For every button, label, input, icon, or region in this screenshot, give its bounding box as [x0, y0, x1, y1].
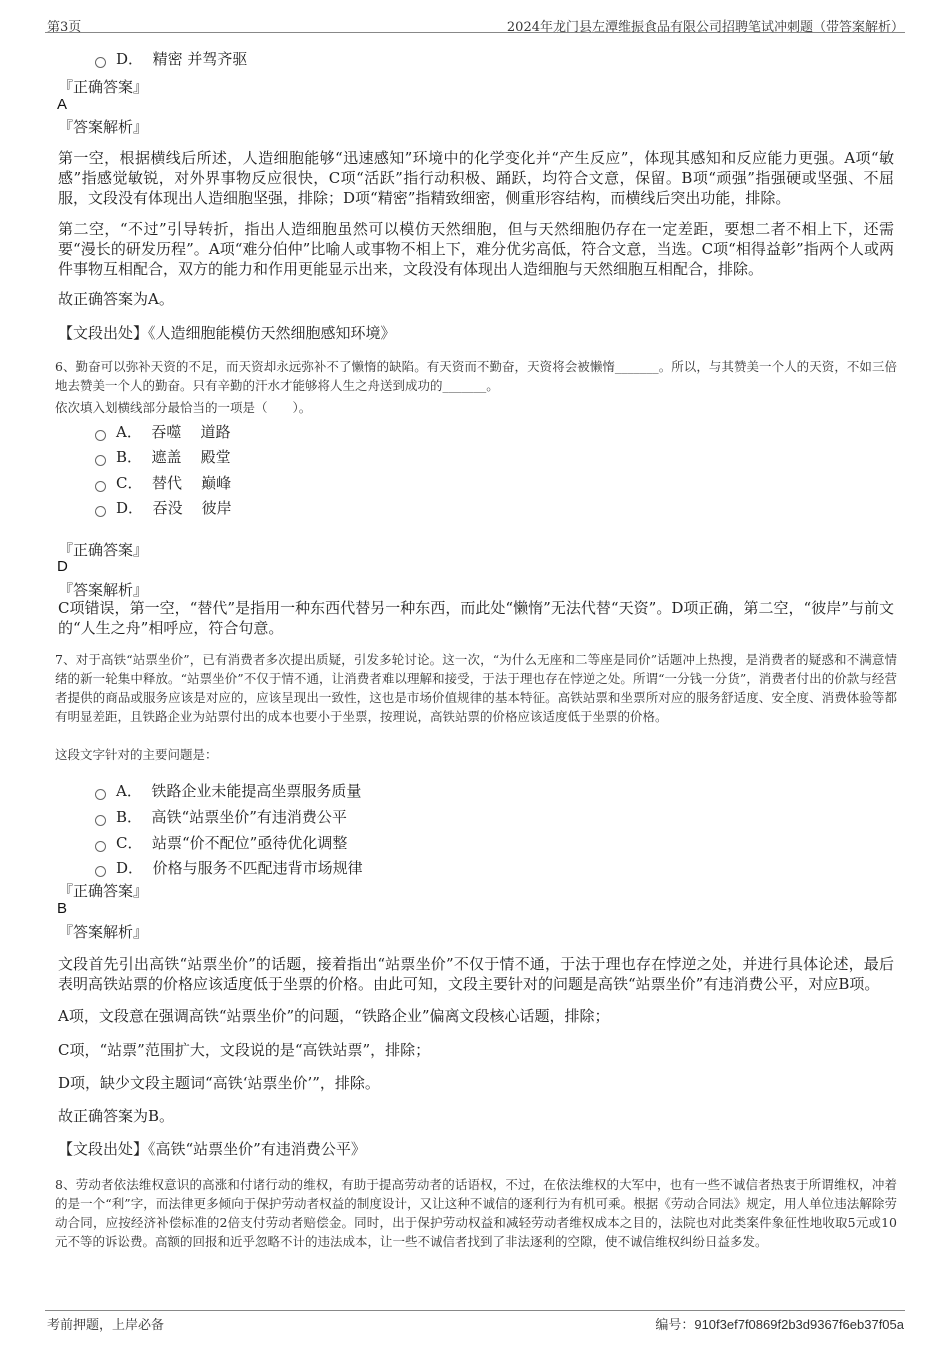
q7-option-b[interactable]: B． 高铁“站票坐价”有违消费公平 [95, 806, 347, 827]
radio-icon[interactable] [95, 815, 106, 826]
radio-icon[interactable] [95, 430, 106, 441]
q5-analysis-2: 第二空，“不过”引导转折，指出人造细胞虽然可以模仿天然细胞，但与天然细胞仍存在一定差距，要想二者不相上下，还需要“漫长的研发历程”。A项“难分伯仲”比喻人或事物不相上下，难分优劣高低，符合文意，当选。C项“相得益彰”指两个人或两件事物互相配合，双方的能力和作用更能显示出来，文段没有体现出人造细胞与天然细胞互相配合，排除。 [58, 220, 894, 278]
radio-icon[interactable] [95, 455, 106, 466]
q8-stem: 8、劳动者依法维权意识的高涨和付诸行动的维权，有助于提高劳动者的话语权，不过，在依法维权的大军中，也有一些不诚信者热衷于所谓维权，冲着的是一个“利”字，而法律更多倾向于保护劳动者权益的制度设计，又让这种不诚信的逐利行为有机可乘。根据《劳动合同法》规定，用人单位违法解除劳动合同，应按经济补偿标准的2倍支付劳动者赔偿金。同时，出于保护劳动权益和减轻劳动者维权成本之目的，法院也对此类案件象征性地收取5元或10元不等的诉讼费。高额的回报和近乎忽略不计的违法成本，让一些不诚信者找到了非法逐利的空隙，使不诚信维权纠纷日益多发。 [55, 1177, 897, 1249]
q6-option-b[interactable]: B． 遮盖 殿堂 [95, 446, 231, 467]
q6-option-d[interactable]: D． 吞没 彼岸 [95, 497, 232, 518]
q7-analysis-2: A项，文段意在强调高铁“站票坐价”的问题，“铁路企业”偏离文段核心话题，排除； [58, 1007, 610, 1025]
radio-icon[interactable] [95, 866, 106, 877]
q7-option-c[interactable]: C． 站票“价不配位”亟待优化调整 [95, 832, 347, 853]
q7-source: 【文段出处】《高铁“站票坐价”有违消费公平》 [58, 1140, 366, 1158]
q6-answer: D [57, 558, 68, 575]
q5-analysis-1: 第一空，根据横线后所述，人造细胞能够“迅速感知”环境中的化学变化并“产生反应”，体现其感知和反应能力更强。A项“敏感”指感觉敏锐，对外界事物反应很快，C项“活跃”指行动积极、踊跃，均符合文意，保留。B项“顽强”指强硬或坚强、不屈服，文段没有体现出人造细胞坚强，排除；D项“精密”指精致细密，侧重形容结构，而横线后突出功能，排除。 [58, 149, 894, 207]
q5-answer: A [57, 96, 68, 113]
q5-option-d[interactable]: D． 精密 并驾齐驱 [95, 48, 247, 69]
radio-icon[interactable] [95, 789, 106, 800]
q7-stem: 7、对于高铁“站票坐价”，已有消费者多次提出质疑，引发多轮讨论。这一次，“为什么无座和二等座是同价”话题冲上热搜，是消费者的疑惑和不满意情绪的新一轮集中释放。“站票坐价”不仅于情不通，让消费者难以理解和接受，于法于理也存在悖逆之处。所谓“一分钱一分货”，消费者付出的价款与经营者提供的商品或服务应该是对应的，应该呈现出一致性，这也是市场价值规律的基本特征。高铁站票和坐票所对应的服务舒适度、安全度、消费体验等都有明显差距，且铁路企业为站票付出的成本也要小于坐票，按理说，高铁站票的价格应该适度低于坐票的价格。 [55, 652, 897, 724]
q7-answer-label: 『正确答案』 [58, 882, 149, 900]
q6-option-c[interactable]: C． 替代 巅峰 [95, 472, 231, 493]
page-number: 第3页 [47, 20, 82, 35]
q6-prompt: 依次填入划横线部分最恰当的一项是（ ）。 [55, 400, 312, 415]
footer-slogan: 考前押题，上岸必备 [47, 1318, 165, 1333]
q5-answer-label: 『正确答案』 [58, 78, 149, 96]
q5-conclusion: 故正确答案为A。 [58, 290, 174, 308]
radio-icon[interactable] [95, 57, 106, 68]
page-header [0, 0, 950, 34]
q7-prompt: 这段文字针对的主要问题是： [55, 747, 218, 762]
q6-stem: 6、勤奋可以弥补天资的不足，而天资却永远弥补不了懒惰的缺陷。有天资而不勤奋，天资将会被懒惰_______。所以，与其赞美一个人的天资，不如三倍地去赞美一个人的勤奋。只有辛勤的汗水才能够将人生之舟送到成功的_______。 [55, 359, 897, 393]
radio-icon[interactable] [95, 841, 106, 852]
q6-analysis-label: 『答案解析』 [58, 581, 149, 599]
q6-answer-label: 『正确答案』 [58, 541, 149, 559]
q7-answer: B [57, 900, 68, 917]
q7-analysis-label: 『答案解析』 [58, 923, 149, 941]
q7-conclusion: 故正确答案为B。 [58, 1107, 175, 1125]
q5-analysis-label: 『答案解析』 [58, 118, 149, 136]
document-title: 2024年龙门县左潭维振食品有限公司招聘笔试冲刺题（带答案解析） [506, 20, 904, 35]
q7-option-a[interactable]: A． 铁路企业未能提高坐票服务质量 [95, 780, 361, 801]
q7-analysis-4: D项，缺少文段主题词“高铁‘站票坐价’”，排除。 [58, 1074, 380, 1092]
q7-option-d[interactable]: D． 价格与服务不匹配违背市场规律 [95, 857, 363, 878]
q7-analysis-3: C项，“站票”范围扩大，文段说的是“高铁站票”，排除； [58, 1041, 431, 1059]
footer-divider [45, 1310, 905, 1311]
q5-source: 【文段出处】《人造细胞能模仿天然细胞感知环境》 [58, 324, 396, 342]
radio-icon[interactable] [95, 481, 106, 492]
q6-analysis: C项错误，第一空，“替代”是指用一种东西代替另一种东西，而此处“懒惰”无法代替“天资”。D项正确，第二空，“彼岸”与前文的“人生之舟”相呼应，符合句意。 [58, 599, 894, 637]
q6-option-a[interactable]: A． 吞噬 道路 [95, 421, 230, 442]
header-divider [45, 32, 905, 33]
q7-analysis-1: 文段首先引出高铁“站票坐价”的话题，接着指出“站票坐价”不仅于情不通，于法于理也存在悖逆之处，并进行具体论述，最后表明高铁站票的价格应该适度低于坐票的价格。由此可知，文段主要针对的问题是高铁“站票坐价”有违消费公平，对应B项。 [58, 955, 894, 993]
radio-icon[interactable] [95, 506, 106, 517]
document-code: 编号：910f3ef7f0869f2b3d9367f6eb37f05a [655, 1317, 904, 1332]
